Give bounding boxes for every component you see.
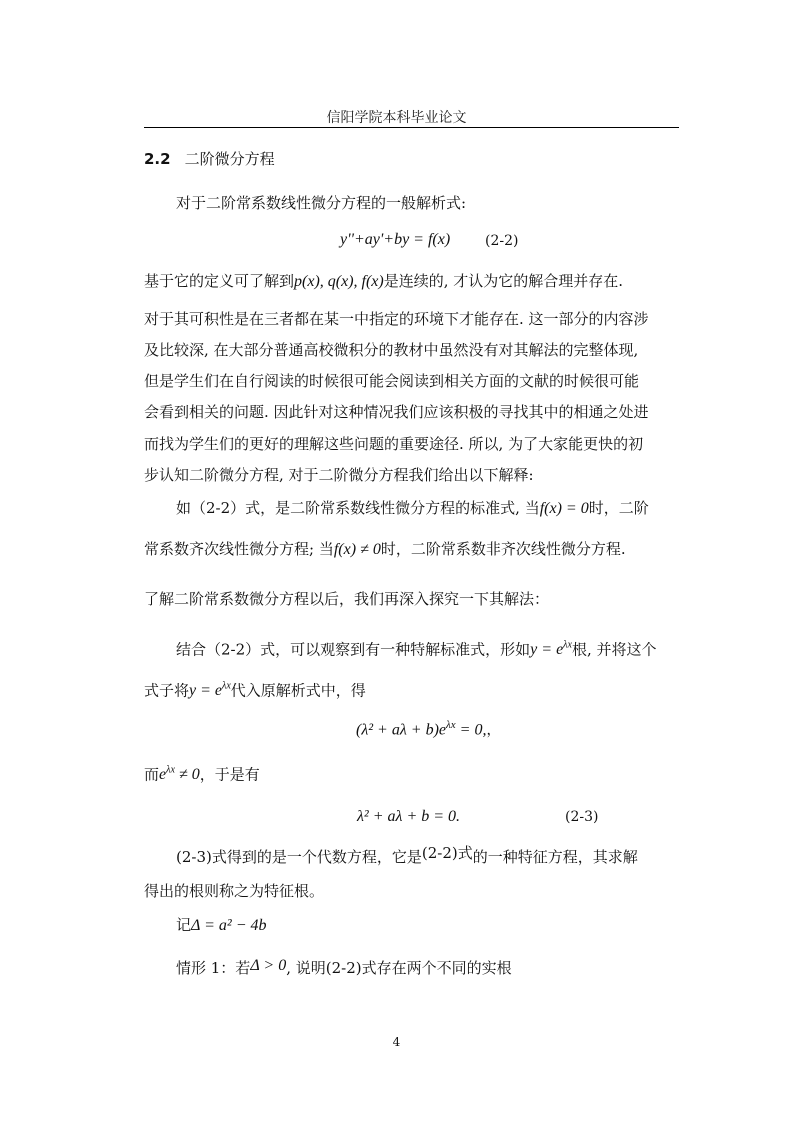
paragraph-particular-solution-cont bbox=[144, 679, 366, 698]
equation-2-2-expr: y''+ay'+by = f(x) bbox=[340, 231, 451, 248]
text: 代入原解析式中，得 bbox=[230, 681, 366, 700]
section-title: 二阶微分方程 bbox=[184, 150, 275, 168]
math-exp-nonzero bbox=[159, 766, 200, 783]
text: , 说明(2-2)式存在两个不同的实根 bbox=[286, 959, 512, 977]
paragraph-standard-form-cont bbox=[144, 542, 626, 557]
math-base: e bbox=[159, 766, 167, 784]
paragraph-particular-solution bbox=[176, 638, 657, 657]
text: 而 bbox=[144, 765, 160, 784]
math-y-exp bbox=[530, 641, 572, 658]
equation-expr: = 0, bbox=[455, 721, 487, 739]
text: 结合（2-2）式，可以观察到有一种特解标准式，形如 bbox=[176, 640, 531, 659]
equation-2-3 bbox=[357, 806, 460, 826]
paragraph-line: 但是学生们在自行阅读的时候很可能会阅读到相关方面的文献的时候很可能 bbox=[144, 372, 640, 390]
text: ，于是有 bbox=[199, 765, 260, 784]
math-exponent: λx bbox=[446, 719, 456, 731]
equation-expr: (λ² + aλ + b)e bbox=[356, 721, 447, 739]
math-base: y = e bbox=[189, 682, 223, 700]
paragraph-case-1 bbox=[176, 957, 512, 977]
text: 是连续的, 才认为它的解合理并存在. bbox=[383, 272, 624, 290]
math-y-exp bbox=[189, 682, 231, 699]
paragraph-transition: 了解二阶常系数微分方程以后，我们再深入探究一下其解法： bbox=[144, 590, 550, 608]
paragraph-intro: 对于二阶常系数线性微分方程的一般解析式: bbox=[176, 194, 467, 212]
section-heading bbox=[144, 148, 275, 169]
paragraph-standard-form bbox=[176, 501, 649, 516]
math-exponent: λx bbox=[563, 640, 572, 651]
paragraph-characteristic-equation bbox=[176, 844, 638, 866]
paragraph-line: 而找为学生们的更好的理解这些问题的重要途径. 所以, 为了大家能更快的初 bbox=[144, 435, 644, 453]
paragraph-line: 步认知二阶微分方程, 对于二阶微分方程我们给出以下解释: bbox=[144, 466, 534, 484]
equation-2-2 bbox=[340, 229, 450, 249]
text: 记 bbox=[176, 916, 192, 934]
text: 式子将 bbox=[144, 681, 190, 700]
header-rule bbox=[144, 127, 679, 128]
paragraph-line: 会看到相关的问题. 因此针对这种情况我们应该积极的寻找其中的相通之处进 bbox=[144, 403, 649, 421]
page-number: 4 bbox=[392, 1035, 401, 1049]
paragraph-nonzero bbox=[144, 763, 260, 782]
paragraph-continuity bbox=[144, 274, 623, 289]
text: 时，二阶 bbox=[588, 499, 649, 517]
equation-2-3-expr: λ² + aλ + b = 0. bbox=[357, 808, 461, 825]
paragraph-line: 对于其可积性是在三者都在某一中指定的环境下才能存在. 这一部分的内容涉 bbox=[144, 310, 649, 328]
math-text: ≠ 0 bbox=[174, 766, 200, 784]
running-header: 信阳学院本科毕业论文 bbox=[326, 110, 467, 126]
text: 根, 并将这个 bbox=[571, 640, 657, 659]
math-base: y = e bbox=[530, 641, 564, 659]
math-delta-positive: Δ > 0 bbox=[250, 957, 287, 974]
equation-2-2-tag: (2-2) bbox=[485, 233, 519, 249]
math-discriminant: Δ = a² − 4b bbox=[191, 917, 267, 934]
text: ， bbox=[486, 722, 501, 739]
text: 的一种特征方程，其求解 bbox=[472, 848, 638, 866]
equation-reference: (2-2)式 bbox=[421, 844, 473, 862]
math-fx-zero: f(x) = 0 bbox=[539, 500, 589, 517]
text: 基于它的定义可了解到 bbox=[144, 272, 295, 290]
paragraph-discriminant bbox=[176, 918, 267, 933]
paragraph-characteristic-equation-cont: 得出的根则称之为特征根。 bbox=[144, 882, 325, 900]
equation-2-3-tag: (2-3) bbox=[565, 809, 599, 825]
section-number: 2.2 bbox=[144, 150, 171, 168]
text: 情形 1：若 bbox=[176, 959, 251, 977]
paragraph-line: 及比较深, 在大部分普通高校微积分的教材中虽然没有对其解法的完整体现, bbox=[144, 341, 639, 359]
math-fx-nonzero: f(x) ≠ 0 bbox=[333, 541, 381, 558]
text: 常系数齐次线性微分方程; 当 bbox=[144, 540, 334, 558]
math-exponent: λx bbox=[166, 765, 175, 776]
math-exponent: λx bbox=[222, 681, 231, 692]
text: 如（2-2）式，是二阶常系数线性微分方程的标准式, 当 bbox=[176, 499, 540, 517]
text: 时，二阶常系数非齐次线性微分方程. bbox=[380, 540, 626, 558]
math-pqf: p(x), q(x), f(x) bbox=[294, 273, 384, 290]
equation-characteristic-substituted bbox=[356, 719, 500, 739]
text: (2-3)式得到的是一个代数方程，它是 bbox=[176, 848, 422, 866]
